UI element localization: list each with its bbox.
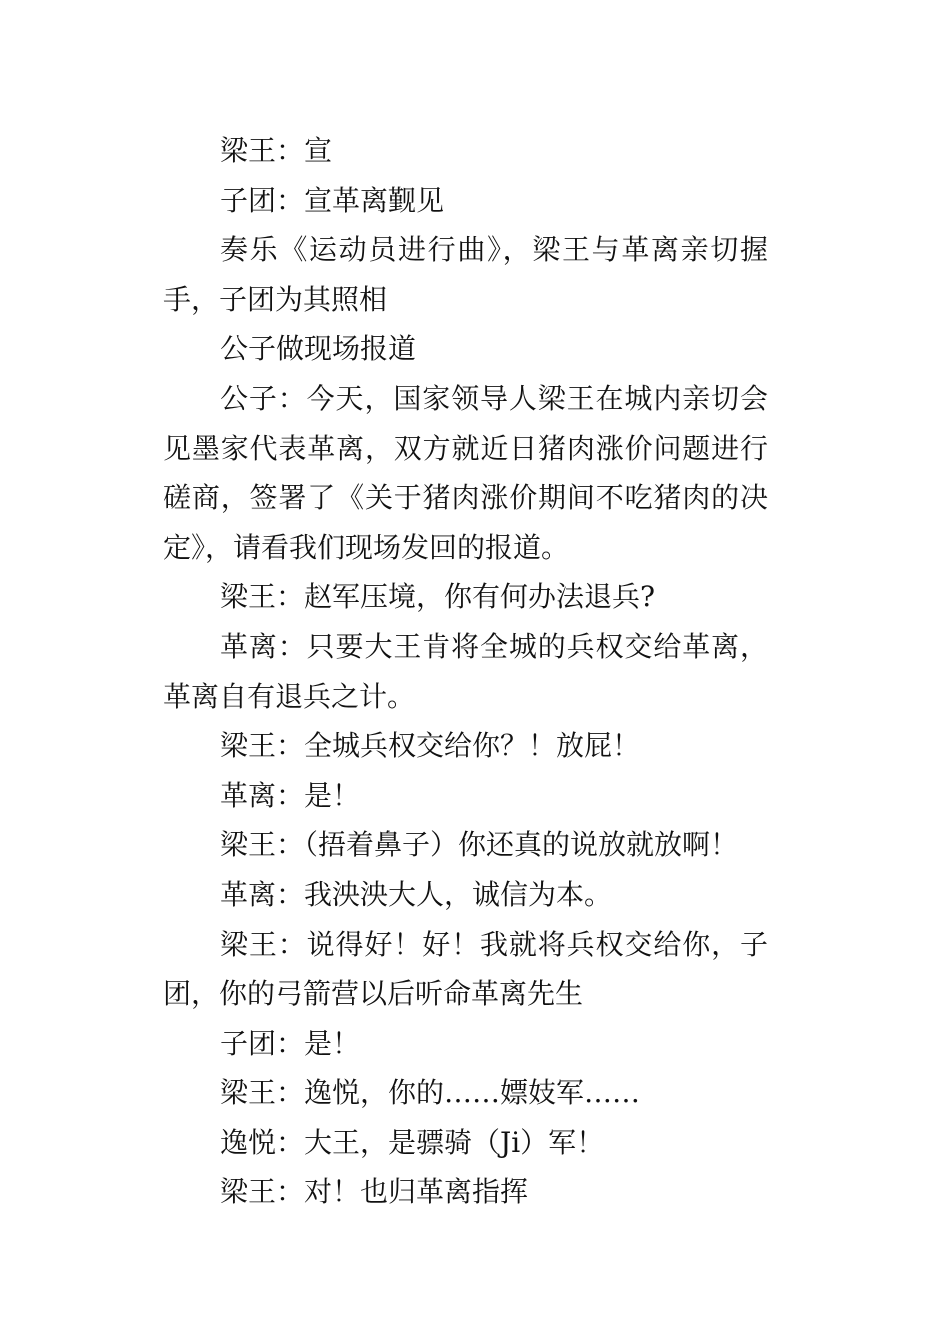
paragraph-2: 子团：宣革离觐见: [220, 183, 445, 217]
paragraph-11: 革离：我泱泱大人，诚信为本。: [220, 877, 613, 911]
paragraph-3: 奏乐《运动员进行曲》，梁王与革离亲切握手，子团为其照相: [163, 233, 768, 316]
paragraph-4: 公子做现场报道: [220, 332, 417, 366]
paragraph-1: 梁王：宣: [220, 134, 333, 167]
paragraph-7: 革离：只要大王肯将全城的兵权交给革离，革离自有退兵之计。: [163, 629, 768, 713]
paragraph-16: 梁王：对！也归革离指挥: [220, 1175, 529, 1209]
paragraph-12: 梁王：说得好！好！我就将兵权交给你，子团，你的弓箭营以后听命革离先生: [163, 927, 768, 1011]
paragraph-8: 梁王：全城兵权交给你？！放屁！: [220, 729, 641, 763]
paragraph-13: 子团：是！: [220, 1026, 361, 1060]
paragraph-15: 逸悦：大王，是骠骑（Ji）军！: [220, 1125, 605, 1159]
paragraph-10: 梁王：（捂着鼻子）你还真的说放就放啊！: [220, 828, 739, 862]
paragraph-5: 公子：今天，国家领导人梁王在城内亲切会见墨家代表革离，双方就近日猪肉涨价问题进行磋商，签署了《关于猪肉涨价期间不吃猪肉的决定》，请看我们现场发回的报道。: [163, 381, 768, 564]
paragraph-14: 梁王：逸悦，你的……嫖妓军……: [220, 1076, 641, 1110]
paragraph-6: 梁王：赵军压境，你有何办法退兵?: [220, 580, 656, 614]
paragraph-9: 革离：是！: [220, 778, 361, 812]
script-text-body: [163, 126, 768, 1217]
